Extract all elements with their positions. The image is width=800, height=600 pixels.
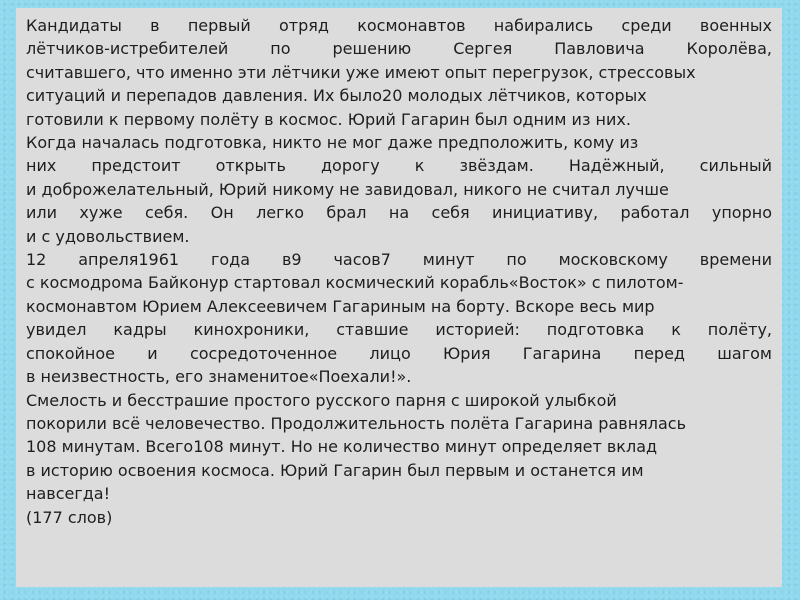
paragraph bbox=[26, 131, 772, 248]
text-line: в историю освоения космоса. Юрий Гагарин был первым и останется им bbox=[26, 460, 644, 480]
text-line: в неизвестность, его знаменитое«Поехали!». bbox=[26, 367, 412, 387]
text-line: (177 слов) bbox=[26, 507, 113, 527]
text-line: или хуже себя. Он легко брал на себя инициативу, работал упорно bbox=[26, 203, 772, 223]
text-line: спокойное и сосредоточенное лицо Юрия Гагарина перед шагом bbox=[26, 343, 772, 363]
text-line: лётчиков-истребителей по решению Сергея Павловича Королёва, bbox=[26, 39, 772, 59]
text-line: и доброжелательный, Юрий никому не завидовал, никого не считал лучше bbox=[26, 179, 669, 199]
text-line: Кандидаты в первый отряд космонавтов набирались среди военных bbox=[26, 16, 772, 35]
text-line: готовили к первому полёту в космос. Юрий Гагарин был одним из них. bbox=[26, 109, 631, 129]
text-line: космонавтом Юрием Алексеевичем Гагариным на борту. Вскоре весь мир bbox=[26, 296, 655, 316]
text-line: ситуаций и перепадов давления. Их было20 молодых лётчиков, которых bbox=[26, 86, 647, 106]
text-line: 12 апреля1961 года в9 часов7 минут по московскому времени bbox=[26, 250, 772, 270]
paragraph bbox=[26, 389, 772, 506]
text-line: них предстоит открыть дорогу к звёздам. Надёжный, сильный bbox=[26, 156, 772, 176]
paragraph bbox=[26, 14, 772, 131]
paragraph bbox=[26, 506, 772, 529]
text-slide bbox=[16, 8, 782, 587]
text-line: увидел кадры кинохроники, ставшие историей: подготовка к полёту, bbox=[26, 320, 772, 340]
text-line: и с удовольствием. bbox=[26, 226, 190, 246]
text-line: 108 минутам. Всего108 минут. Но не количество минут определяет вклад bbox=[26, 437, 658, 457]
text-line: покорили всё человечество. Продолжительность полёта Гагарина равнялась bbox=[26, 413, 687, 433]
text-line: Когда началась подготовка, никто не мог даже предположить, кому из bbox=[26, 133, 639, 153]
text-line: считавшего, что именно эти лётчики уже имеют опыт перегрузок, стрессовых bbox=[26, 62, 696, 82]
text-line: навсегда! bbox=[26, 484, 111, 504]
text-body bbox=[26, 14, 772, 529]
paragraph bbox=[26, 248, 772, 388]
text-line: Смелость и бесстрашие простого русского парня с широкой улыбкой bbox=[26, 390, 617, 410]
text-line: с космодрома Байконур стартовал космический корабль«Восток» с пилотом- bbox=[26, 273, 684, 293]
